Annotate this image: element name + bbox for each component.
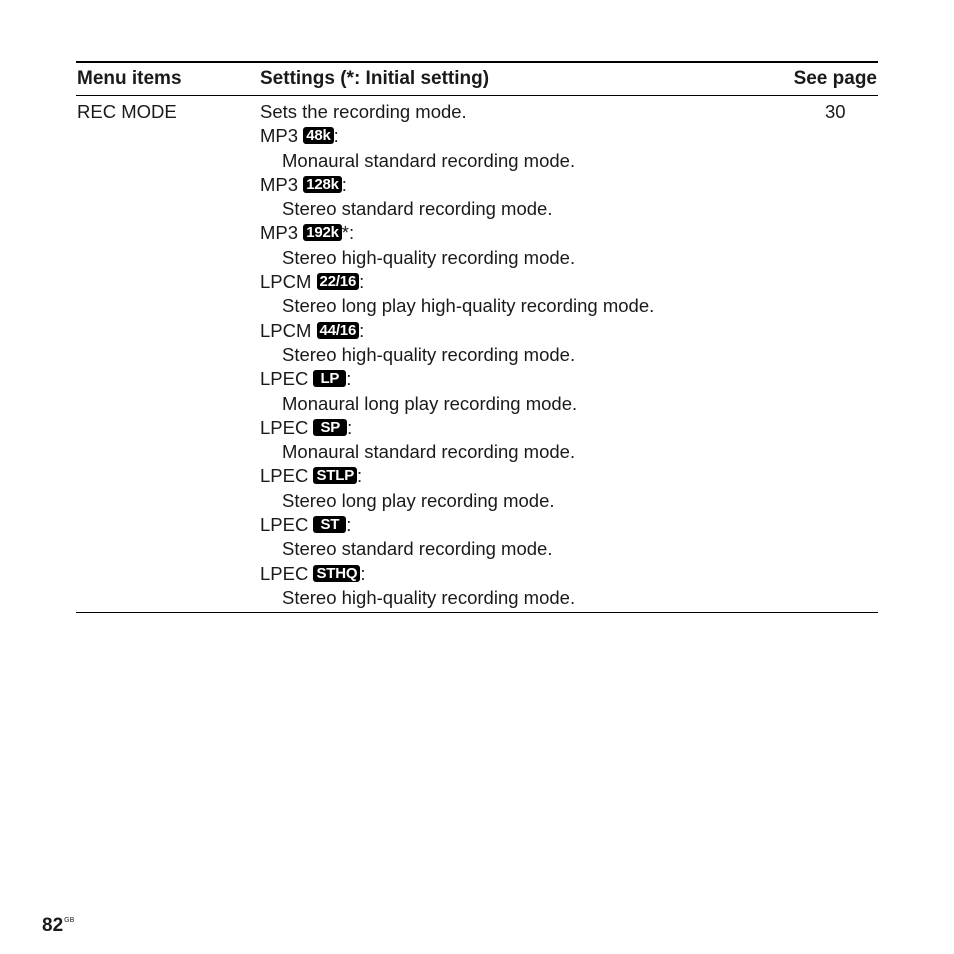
option-format: MP3: [260, 173, 299, 195]
option-description: Monaural long play recording mode.: [282, 392, 578, 414]
option-format: MP3: [260, 222, 299, 244]
option-format: LPEC: [260, 514, 309, 536]
option-format: LPCM: [260, 271, 312, 293]
menu-item-rec-mode: REC MODE: [77, 101, 177, 122]
settings-intro: Sets the recording mode.: [260, 101, 467, 122]
option-line: [260, 173, 800, 197]
option-line: [260, 124, 800, 148]
see-page-reference: 30: [825, 101, 846, 122]
table-top-rule: [76, 61, 878, 63]
mode-badge: 128k: [303, 176, 342, 193]
table-bottom-rule: [76, 612, 878, 613]
option-line: [260, 221, 800, 245]
option-suffix: :: [347, 416, 353, 438]
option-description: Stereo long play high-quality recording mode.: [282, 295, 655, 317]
option-line: [260, 270, 800, 294]
mode-badge: 48k: [303, 127, 333, 144]
header-settings: Settings (*: Initial setting): [260, 68, 490, 89]
option-suffix: :: [359, 271, 365, 293]
option-line: [260, 562, 800, 586]
page-footer: [42, 909, 74, 938]
option-line: [260, 513, 800, 537]
mode-badge: STLP: [313, 467, 357, 484]
header-see-page: See page: [793, 68, 877, 89]
option-suffix: :: [360, 562, 366, 584]
mode-badge: STHQ: [313, 565, 360, 582]
option-description: Stereo high-quality recording mode.: [282, 343, 576, 365]
option-suffix: :: [357, 465, 363, 487]
mode-badge: 44/16: [317, 322, 360, 339]
option-line: [260, 416, 800, 440]
option-format: LPEC: [260, 368, 309, 390]
option-format: LPEC: [260, 562, 309, 584]
option-description: Stereo standard recording mode.: [282, 538, 553, 560]
mode-badge: LP: [313, 370, 346, 387]
region-code: GB: [64, 917, 75, 924]
option-description: Stereo high-quality recording mode.: [282, 246, 576, 268]
table-header-rule: [76, 95, 878, 96]
option-format: LPCM: [260, 319, 312, 341]
option-suffix: :: [346, 514, 352, 536]
option-description: Monaural standard recording mode.: [282, 441, 576, 463]
mode-badge: 192k: [303, 224, 342, 241]
mode-badge: ST: [313, 516, 346, 533]
mode-badge: SP: [313, 419, 347, 436]
header-menu-items: Menu items: [77, 68, 182, 89]
option-line: [260, 319, 800, 343]
option-suffix: :: [359, 319, 365, 341]
option-format: MP3: [260, 125, 299, 147]
option-format: LPEC: [260, 416, 309, 438]
option-description: Stereo long play recording mode.: [282, 489, 555, 511]
option-description: Monaural standard recording mode.: [282, 149, 576, 171]
option-description: Stereo high-quality recording mode.: [282, 586, 576, 608]
settings-cell: [260, 100, 800, 610]
option-suffix: *:: [341, 222, 355, 244]
page-number: 82: [42, 915, 64, 936]
option-suffix: :: [346, 368, 352, 390]
mode-badge: 22/16: [317, 273, 360, 290]
option-line: [260, 367, 800, 391]
option-format: LPEC: [260, 465, 309, 487]
option-suffix: :: [341, 173, 347, 195]
option-description: Stereo standard recording mode.: [282, 198, 553, 220]
option-suffix: :: [333, 125, 339, 147]
option-line: [260, 464, 800, 488]
